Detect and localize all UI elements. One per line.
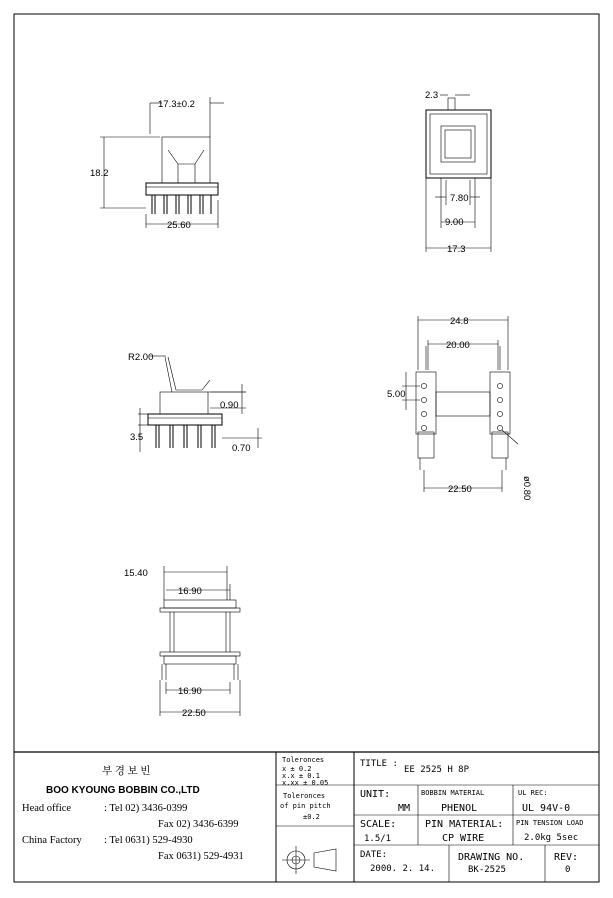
drawing-no-value: BK-2525 bbox=[468, 865, 506, 875]
top-inner-label: 7.80 bbox=[450, 193, 469, 204]
pitch-tolerance-value: ±0.2 bbox=[303, 813, 320, 821]
tolerance-xx: x.x ± 0.1 bbox=[282, 772, 320, 780]
bottom-outer-label: 24.8 bbox=[450, 316, 469, 327]
bobbin-material-value: PHENOL bbox=[441, 803, 478, 814]
top-outer-label: 17.3 bbox=[447, 244, 466, 255]
date-label: DATE: bbox=[360, 850, 388, 860]
lower-top-label: 16.90 bbox=[178, 586, 202, 597]
top-mid-label: 9.00 bbox=[445, 217, 464, 228]
ul-rec-value: UL 94V-0 bbox=[522, 803, 571, 814]
top-tab-label: 2.3 bbox=[425, 90, 439, 101]
tolerance-xxx: x.xx ± 0.05 bbox=[282, 779, 329, 787]
front-width-bottom-label: 25.60 bbox=[167, 220, 191, 231]
bottom-pitch-label: 5.00 bbox=[387, 389, 406, 400]
bottom-inner-label: 20.00 bbox=[446, 340, 470, 351]
lower-view bbox=[124, 566, 240, 719]
scale-label: SCALE: bbox=[360, 819, 397, 830]
front-width-top-label: 17.3±0.2 bbox=[158, 99, 195, 110]
china-factory-fax: Fax 0631) 529-4931 bbox=[158, 851, 244, 862]
unit-value: MM bbox=[398, 803, 411, 814]
company-name: BOO KYOUNG BOBBIN CO.,LTD bbox=[46, 785, 200, 796]
head-office-tel: : Tel 02) 3436-0399 bbox=[104, 803, 188, 814]
title-value: EE 2525 H 8P bbox=[404, 765, 470, 775]
rev-value: 0 bbox=[565, 865, 571, 875]
bottom-span-label: 22.50 bbox=[448, 484, 472, 495]
rev-label: REV: bbox=[554, 852, 579, 863]
top-view bbox=[425, 90, 491, 255]
lower-left-label: 15.40 bbox=[124, 568, 148, 579]
pin-tension-label: PIN TENSION LOAD bbox=[516, 819, 584, 827]
side-pin-label: 0.70 bbox=[232, 443, 251, 454]
title-block bbox=[14, 752, 599, 882]
tolerance-title: Toleronces bbox=[282, 756, 325, 764]
lower-bottom-label: 16.90 bbox=[178, 686, 202, 697]
head-office-fax: Fax 02) 3436-6399 bbox=[158, 819, 239, 830]
china-factory-label: China Factory bbox=[22, 835, 82, 846]
pin-material-value: CP WIRE bbox=[442, 833, 485, 844]
lower-span-label: 22.50 bbox=[182, 708, 206, 719]
tolerance-x: x ± 0.2 bbox=[282, 765, 312, 773]
side-h1-label: 0.90 bbox=[220, 400, 239, 411]
side-radius-label: R2.00 bbox=[128, 352, 154, 363]
bottom-view bbox=[387, 316, 532, 500]
bobbin-material-label: BOBBIN MATERIAL bbox=[421, 789, 485, 797]
scale-value: 1.5/1 bbox=[364, 834, 392, 844]
head-office-label: Head office bbox=[22, 803, 72, 814]
company-korean-name: 부 경 보 빈 bbox=[102, 766, 151, 777]
side-view bbox=[128, 352, 262, 454]
ul-rec-label: UL REC: bbox=[518, 789, 548, 797]
side-h2-label: 3.5 bbox=[130, 432, 144, 443]
pitch-tolerance-subtitle: of pin pitch bbox=[280, 802, 331, 810]
front-view bbox=[90, 97, 224, 231]
china-factory-tel: : Tel 0631) 529-4930 bbox=[104, 835, 193, 846]
front-height-label: 18.2 bbox=[90, 168, 109, 179]
title-label: TITLE : bbox=[360, 759, 398, 769]
pin-material-label: PIN MATERIAL: bbox=[425, 819, 504, 830]
pin-tension-value: 2.0kg 5sec bbox=[524, 833, 579, 843]
pitch-tolerance-title: Toleronces bbox=[283, 792, 326, 800]
bottom-pin-dia-label: ø0.80 bbox=[521, 476, 532, 501]
unit-label: UNIT: bbox=[360, 789, 391, 800]
date-value: 2000. 2. 14. bbox=[370, 864, 436, 874]
drawing-no-label: DRAWING NO. bbox=[458, 852, 525, 863]
